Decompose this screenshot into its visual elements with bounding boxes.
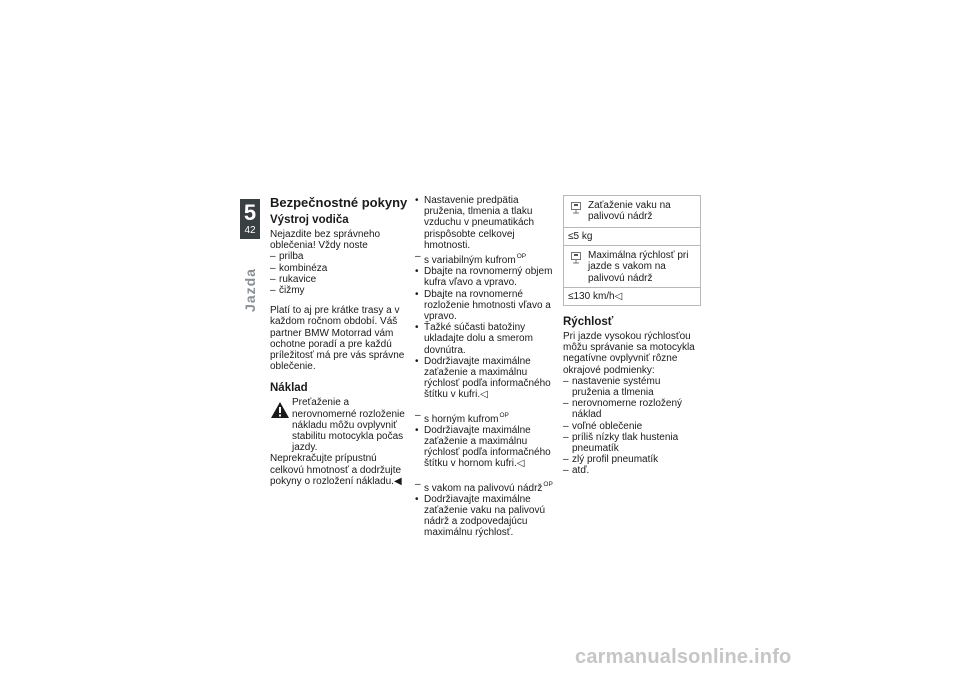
data-description-text: Zaťaženie vaku na palivovú nádrž [588,200,671,223]
list-item: – zlý profil pneumatík [563,454,701,465]
option-variable-case [415,251,553,266]
list-item-text: Dodržiavajte maximálne zaťaženie a maximálnu rýchlosť podľa informačného štítku v kufri. [424,355,551,401]
option-label: s variabilným kufrom [424,255,516,267]
list-item [415,425,553,470]
list-item [415,356,553,401]
load-note-text: Neprekračujte prípustnú celkovú hmotnosť a dodržujte pokyny o rozložení nákladu. [270,453,402,487]
speed-info-icon [570,252,582,264]
warning-icon [270,401,290,419]
list-item: – prilba [270,251,408,262]
list-item: – rukavice [270,274,408,285]
list-item: • Ťažké súčasti batožiny ukladajte dolu a smerom dovnútra. [415,322,553,356]
page-number: 42 [244,225,256,236]
option-label: s vakom na palivovú nádrž [424,482,543,494]
chapter-tab [240,199,260,239]
gear-note: Platí to aj pre krátke trasy a v každom ročnom období. Váš partner BMW Motorrad vám ochotne poradí a pre každú príležitosť má pre vás správne oblečenie. [270,305,405,373]
bullet-list-variable-case [415,266,553,400]
data-description [564,246,700,288]
end-mark-icon: ◁ [480,389,488,401]
end-mark-icon: ◁ [614,290,623,302]
load-info-icon [570,202,582,214]
column-3 [563,195,701,477]
list-item: – nastavenie systému pruženia a tlmenia [563,376,701,398]
load-warning-text: Preťaženie a nerovnomerné rozloženie nákladu môžu ovplyvniť stabilitu motocykla počas jazdy. [292,397,405,454]
speed-list [563,376,701,477]
gear-heading: Výstroj vodiča [270,214,349,226]
gear-intro: Nejazdite bez správneho oblečenia! Vždy noste [270,229,381,252]
bullet-list-top-case [415,425,553,470]
list-item: – čižmy [270,285,408,296]
list-item: • Nastavenie predpätia pruženia, tlmenia a tlaku vzduchu v pneumatikách prispôsobte celkovej hmotnosti. [415,195,553,251]
op-mark: OP [499,411,509,419]
load-note [270,453,408,487]
data-description [564,196,700,228]
list-item: – nerovnomerne rozložený náklad [563,398,701,420]
end-mark-icon: ◁ [516,458,525,470]
load-warning [270,397,408,453]
data-value [564,288,700,305]
list-item: – príliš nízky tlak hustenia pneumatík [563,432,701,454]
data-value: ≤5 kg [568,231,593,242]
chapter-number: 5 [243,200,257,225]
op-mark: OP [516,253,527,261]
list-item: – atď. [563,465,701,476]
speed-heading: Rýchlosť [563,316,614,329]
list-item-text: Dodržiavajte maximálne zaťaženie a maximálnu rýchlosť podľa informačného štítku v hornom kufri. [424,424,551,470]
bullet-list-tank-bag [415,494,553,539]
column-2 [415,195,553,539]
data-description-text: Maximálna rýchlosť pri jazde s vakom na palivovú nádrž [588,250,689,284]
data-value-text: ≤130 km/h [568,290,615,302]
option-label: s horným kufrom [424,413,499,425]
list-item: • Dbajte na rovnomerný objem kufra vľavo a vpravo. [415,266,553,288]
page-title: Bezpečnostné pokyny [270,195,408,210]
list-item: • Dodržiavajte maximálne zaťaženie vaku na palivovú nádrž a zodpovedajúcu maximálnu rýchlosť. [415,494,553,539]
gear-list [270,251,408,296]
option-top-case [415,410,553,425]
load-heading: Náklad [270,382,308,395]
bullet-list-top [415,195,553,251]
list-item: – voľné oblečenie [563,421,701,432]
column-1 [270,195,408,487]
list-item: – kombinéza [270,263,408,274]
tank-bag-load-box [563,195,701,246]
option-tank-bag [415,479,553,494]
list-item: • Dbajte na rovnomerné rozloženie hmotnosti vľavo a vpravo. [415,289,553,323]
speed-intro: Pri jazde vysokou rýchlosťou môžu správanie sa motocykla negatívne ovplyvniť rôzne okrajové podmienky: [563,331,695,376]
chapter-vertical-title: Jazda [242,268,258,312]
end-mark-icon: ◀ [393,475,402,487]
tank-bag-speed-box [563,246,701,306]
watermark: carmanualsonline.info [575,646,792,668]
op-mark: OP [543,480,553,488]
